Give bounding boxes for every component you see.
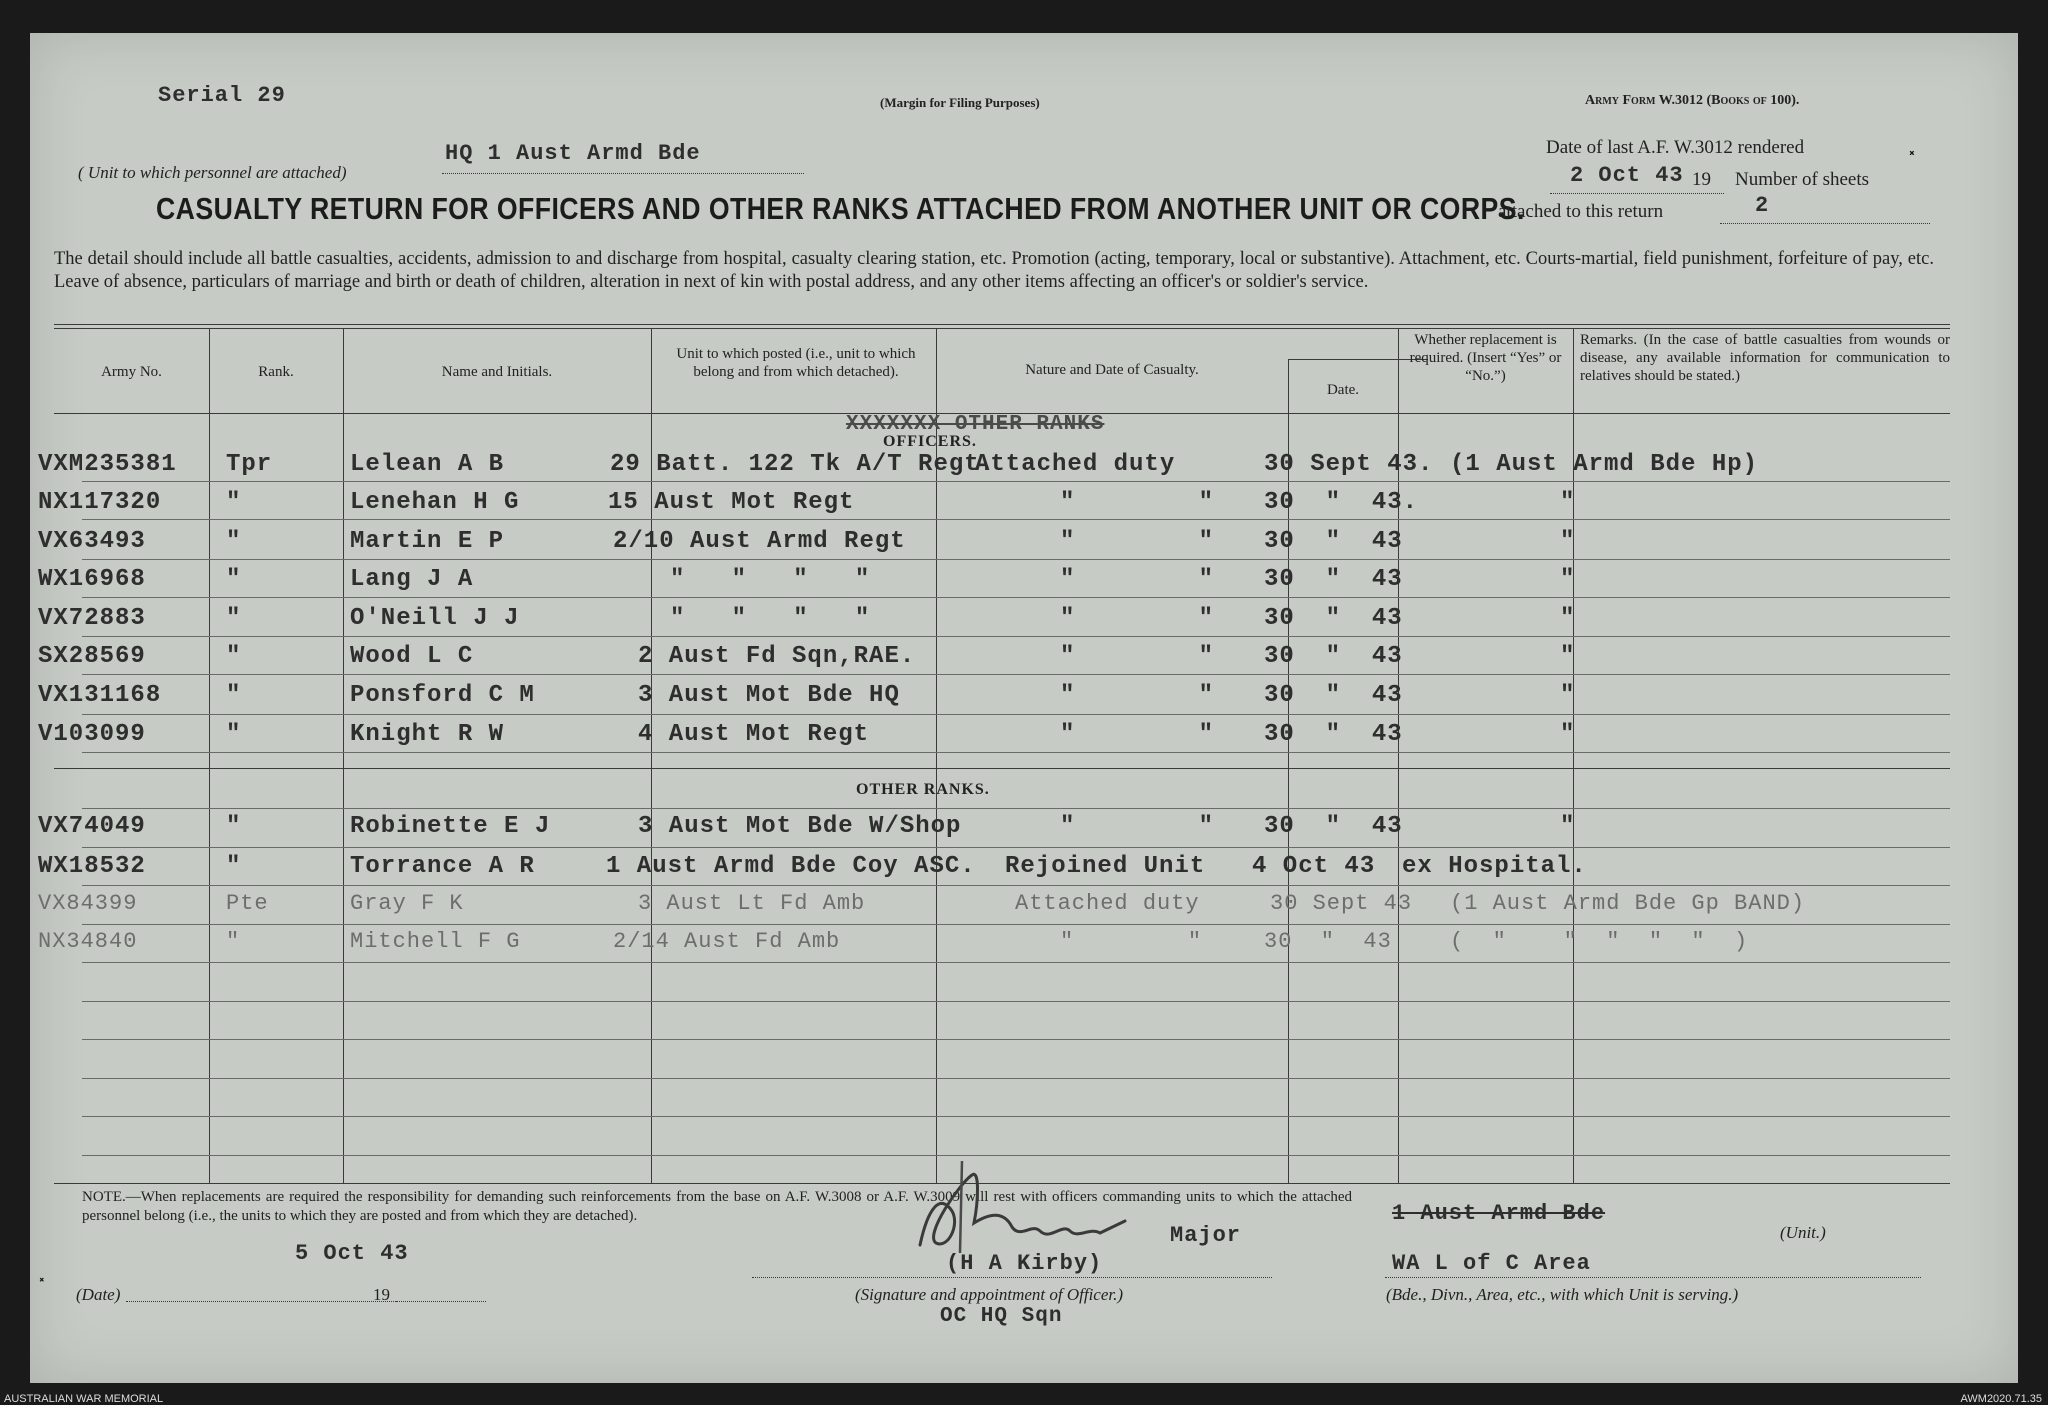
unit-label: ( Unit to which personnel are attached) — [78, 163, 347, 182]
rank: " — [226, 721, 242, 748]
archive-label-left: AUSTRALIAN WAR MEMORIAL — [4, 1393, 164, 1405]
name: Knight R W — [350, 721, 505, 748]
nature: " " — [1060, 566, 1215, 593]
unit: 3 Aust Mot Bde HQ — [638, 682, 900, 709]
header-name: Name and Initials. — [441, 364, 553, 380]
name: Torrance A R — [350, 853, 535, 880]
nature: " " — [1060, 929, 1203, 954]
nature: " " — [1060, 528, 1215, 555]
unit: 4 Aust Mot Regt — [638, 721, 870, 748]
footer-date-year: 19 — [373, 1285, 390, 1304]
rank: " — [226, 605, 242, 632]
name: O'Neill J J — [350, 605, 520, 632]
replacement: " — [1560, 605, 1576, 632]
rank: " — [226, 528, 242, 555]
sheets-label: Number of sheets — [1735, 169, 1870, 190]
rank: " — [226, 853, 242, 880]
archive-label-right: AWM2020.71.35 — [1960, 1393, 2042, 1405]
replacement: " — [1560, 528, 1576, 555]
nature: " " — [1060, 643, 1215, 670]
unit: 15 Aust Mot Regt — [608, 489, 855, 516]
name: Ponsford C M — [350, 682, 535, 709]
army-number: WX16968 — [38, 566, 146, 593]
date: 30 " 43 — [1264, 721, 1403, 748]
unit: 2/14 Aust Fd Amb — [613, 929, 841, 954]
document-sheet — [30, 33, 2018, 1383]
header-date: Date. — [1326, 382, 1360, 398]
header-nature: Nature and Date of Casualty. — [1025, 362, 1199, 378]
form-reference: Army Form W.3012 (Books of 100). — [1585, 93, 1800, 108]
name: Martin E P — [350, 528, 505, 555]
form-title: CASUALTY RETURN FOR OFFICERS AND OTHER RANKS ATTACHED FROM ANOTHER UNIT OR CORPS. — [156, 191, 1525, 226]
unit: 29 Batt. 122 Tk A/T Regt. — [610, 451, 996, 478]
unit: 1 Aust Armd Bde Coy ASC. — [606, 853, 976, 880]
replacement: " — [1560, 566, 1576, 593]
name: Lenehan H G — [350, 489, 520, 516]
sheets-value: 2 — [1755, 193, 1770, 218]
unit-value: HQ 1 Aust Armd Bde — [445, 141, 701, 166]
name: Robinette E J — [350, 813, 551, 840]
unit: 3 Aust Mot Bde W/Shop — [638, 813, 962, 840]
serial-number: Serial 29 — [158, 83, 286, 108]
officer-appointment: OC HQ Sqn — [940, 1305, 1063, 1328]
nature: Attached duty — [1015, 891, 1200, 916]
remarks: (1 Aust Armd Bde Gp BAND) — [1450, 891, 1806, 916]
army-number: VX131168 — [38, 682, 162, 709]
rank: " — [226, 489, 242, 516]
instructions-paragraph: The detail should include all battle casualties, accidents, admission to and discharge from hospital, casualty clearing station, etc. Promotion (acting, temporary, local or substantive). Attachment, etc. Courts-martial, field punishment, forfeiture of pay, etc. Leave of absence, particulars of marriage and birth or death of children, alteration in next of kin with postal address, and any other items affecting an officer's or soldier's service. — [54, 249, 1934, 292]
remarks: (1 Aust Armd Bde Hp) — [1450, 451, 1759, 478]
unit: 2 Aust Fd Sqn,RAE. — [638, 643, 916, 670]
officer-signature — [900, 1153, 1160, 1263]
unit: " " " " — [670, 566, 871, 593]
army-number: VX84399 — [38, 891, 138, 916]
rank: Tpr — [226, 451, 273, 478]
footer-area-label: (Bde., Divn., Area, etc., with which Unit is serving.) — [1386, 1285, 1739, 1304]
last-return-value: 2 Oct 43 — [1570, 163, 1684, 188]
rank: " — [226, 643, 242, 670]
name: Wood L C — [350, 643, 474, 670]
army-number: VX72883 — [38, 605, 146, 632]
date: 30 " 43 — [1264, 566, 1403, 593]
footer-unit-value: 1 Aust Armd Bde — [1392, 1201, 1606, 1226]
army-number: VX63493 — [38, 528, 146, 555]
last-return-year: 19 — [1692, 169, 1711, 190]
header-rank: Rank. — [258, 364, 294, 380]
header-unit-posted: Unit to which posted (i.e., unit to which belong and from which detached). — [676, 346, 916, 380]
footer-date-label: (Date) — [76, 1285, 121, 1304]
replacement: " — [1560, 721, 1576, 748]
replacement: " — [1560, 643, 1576, 670]
unit: 2/10 Aust Armd Regt — [613, 528, 906, 555]
unit: 3 Aust Lt Fd Amb — [638, 891, 866, 916]
name: Mitchell F G — [350, 929, 521, 954]
date: 30 " 43 — [1264, 682, 1403, 709]
header-replacement: Whether replacement is required. (Insert “Yes” or “No.”) — [1409, 332, 1562, 384]
army-number: NX117320 — [38, 489, 162, 516]
rank: " — [226, 813, 242, 840]
margin-note: (Margin for Filing Purposes) — [880, 95, 1040, 110]
date: 30 " 43 — [1264, 528, 1403, 555]
date: 30 Sept 43 — [1270, 891, 1413, 916]
nature: Attached duty — [975, 451, 1176, 478]
army-number: VX74049 — [38, 813, 146, 840]
nature: " " — [1060, 721, 1215, 748]
date: 4 Oct 43 — [1252, 853, 1376, 880]
margin-mark: ⸼ — [40, 1256, 46, 1282]
rank: " — [226, 566, 242, 593]
footer-date-value: 5 Oct 43 — [295, 1241, 409, 1266]
replacement: " — [1560, 489, 1576, 516]
replacement: " — [1560, 682, 1576, 709]
header-remarks: Remarks. (In the case of battle casualties from wounds or disease, any available information for communication to relatives should be stated.) — [1580, 332, 1950, 384]
other-ranks-heading: OTHER RANKS. — [856, 781, 990, 798]
footer-unit-label: (Unit.) — [1780, 1223, 1826, 1242]
name: Gray F K — [350, 891, 464, 916]
army-number: VXM235381 — [38, 451, 177, 478]
unit: " " " " — [670, 605, 871, 632]
nature: " " — [1060, 813, 1215, 840]
footer-note: NOTE.—When replacements are required the responsibility for demanding such reinforcements from the base on A.F. W.3008 or A.F. W.3009 will rest with officers commanding units to which the attached personnel belong (i.e., the units to which they are posted and from which they are detached). — [82, 1189, 1352, 1224]
date: 30 " 43 — [1264, 929, 1392, 954]
header-army-no: Army No. — [101, 364, 162, 380]
name: Lelean A B — [350, 451, 505, 478]
rank: Pte — [226, 891, 269, 916]
army-number: V103099 — [38, 721, 146, 748]
officer-name: (H A Kirby) — [946, 1251, 1103, 1276]
rank: " — [226, 682, 242, 709]
filing-mark: ⸼ — [1910, 126, 1917, 155]
officers-heading-struck: XXXXXXX OTHER RANKS — [846, 413, 1105, 436]
last-return-label: Date of last A.F. W.3012 rendered — [1546, 137, 1805, 158]
date: 30 Sept 43. — [1264, 451, 1434, 478]
remarks: ( " " " " " ) — [1450, 929, 1749, 954]
signature-label: (Signature and appointment of Officer.) — [855, 1285, 1124, 1304]
rank: " — [226, 929, 241, 954]
footer-area-value: WA L of C Area — [1392, 1251, 1591, 1276]
date: 30 " 43 — [1264, 643, 1403, 670]
officer-rank: Major — [1170, 1223, 1242, 1248]
date: 30 " 43 — [1264, 605, 1403, 632]
sheets-label-2: attached to this return — [1498, 201, 1664, 222]
remarks: ex Hospital. — [1402, 853, 1587, 880]
nature: Rejoined Unit — [1005, 853, 1206, 880]
date: 30 " 43. — [1264, 489, 1419, 516]
nature: " " — [1060, 605, 1215, 632]
army-number: WX18532 — [38, 853, 146, 880]
officers-heading: OFFICERS. — [883, 433, 977, 450]
replacement: " — [1560, 813, 1576, 840]
army-number: NX34840 — [38, 929, 138, 954]
army-number: SX28569 — [38, 643, 146, 670]
name: Lang J A — [350, 566, 474, 593]
nature: " " — [1060, 682, 1215, 709]
date: 30 " 43 — [1264, 813, 1403, 840]
nature: " " — [1060, 489, 1215, 516]
